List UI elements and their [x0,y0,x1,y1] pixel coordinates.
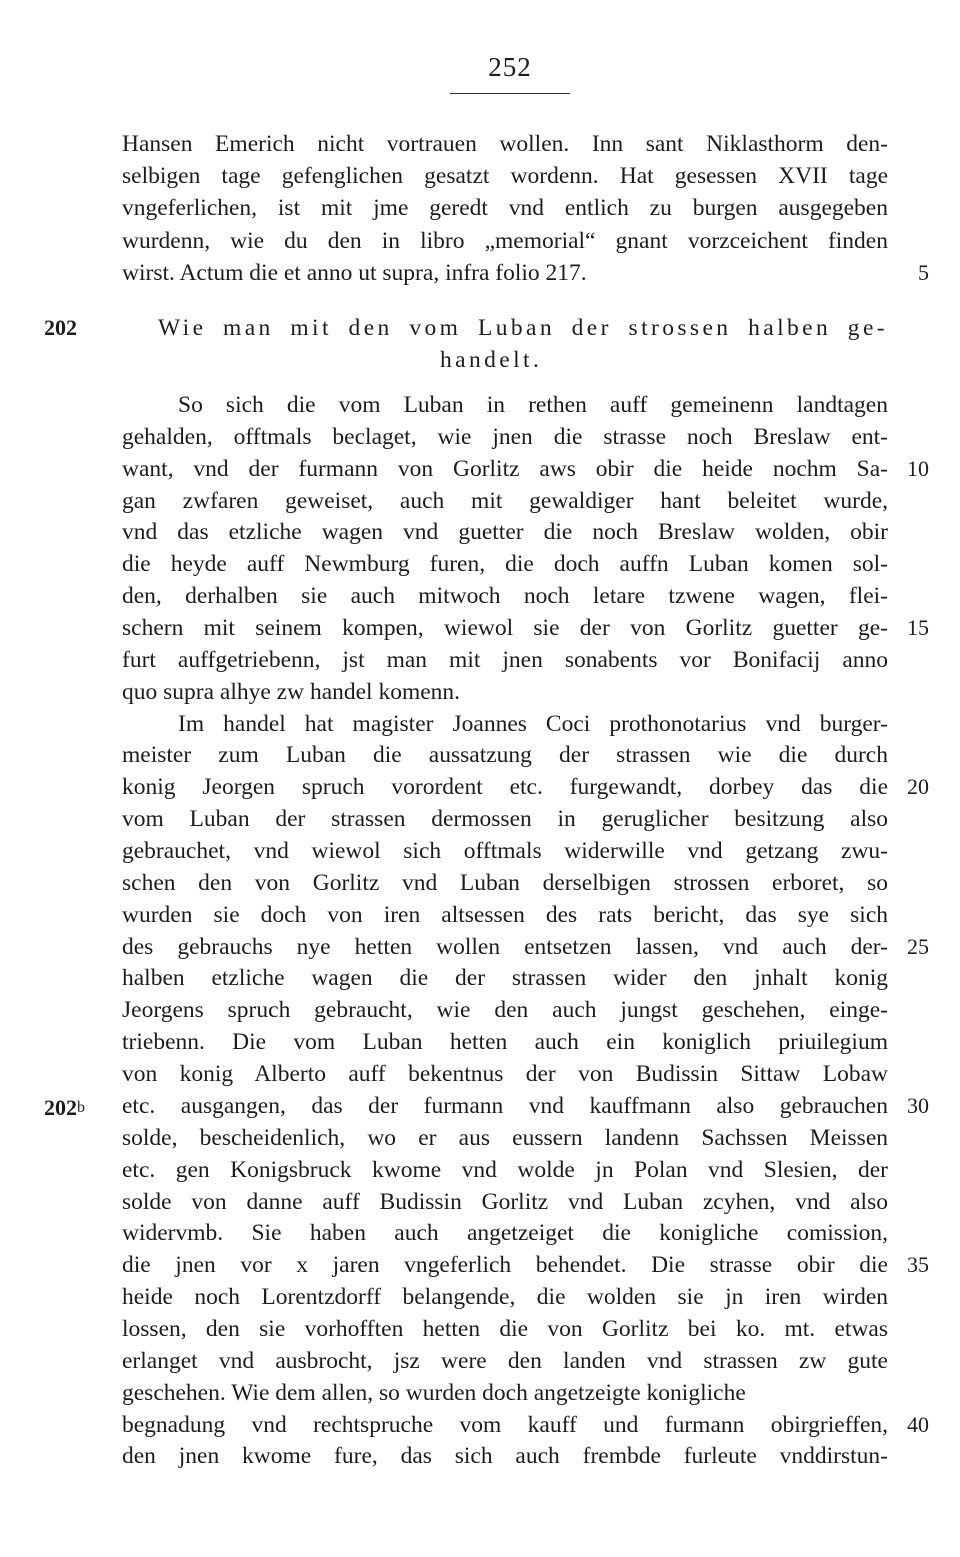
page-number-rule [450,93,570,94]
text-line: vnd das etzliche wagen vnd guetter die noch Breslaw wolden, obir [122,519,888,546]
text-line: wirst. Actum die et anno ut supra, infra folio 217. [122,259,587,286]
text-line: lossen, den sie vorhofften hetten die von Gorlitz bei ko. mt. etwas [122,1315,888,1342]
line-number: 5 [918,259,929,285]
text-line: wurden sie doch von iren altsessen des rats bericht, das sye sich [122,901,888,928]
line-number: 10 [907,455,929,481]
text-line: geschehen. Wie dem allen, so wurden doch angetzeigte konigliche [122,1379,746,1406]
text-line: erlanget vnd ausbrocht, jsz were den landen vnd strassen zw gute [122,1347,888,1374]
text-line: gan zwfaren geweiset, auch mit gewaldiger hant beleitet wurde, [122,487,888,514]
section-heading-line-2: handelt. [440,347,543,373]
line-number: 15 [907,615,929,641]
text-line: want, vnd der furmann von Gorlitz aws obir die heide nochm Sa- [122,455,888,482]
text-line: gehalden, offtmals beclaget, wie jnen die strasse noch Breslaw ent- [122,423,888,450]
text-line: selbigen tage gefenglichen gesatzt wordenn. Hat gesessen XVII tage [122,163,888,190]
text-line: etc. ausgangen, das der furmann vnd kauffmann also gebrauchen [122,1092,888,1119]
section-number-202b-number: 202 [44,1095,77,1120]
section-number-202b-suffix: b [77,1099,85,1116]
text-line: Im handel hat magister Joannes Coci prothonotarius vnd burger- [178,710,888,737]
text-line: wurdenn, wie du den in libro „memorial“ gnant vorzceichent finden [122,227,888,254]
text-line: halben etzliche wagen die der strassen wider den jnhalt konig [122,965,888,992]
text-line: Hansen Emerich nicht vortrauen wollen. Inn sant Niklasthorm den- [122,131,888,157]
text-line: widervmb. Sie haben auch angetzeiget die konigliche comission, [122,1220,888,1247]
text-line: solde von danne auff Budissin Gorlitz vnd Luban zcyhen, vnd also [122,1188,888,1215]
line-number: 25 [907,933,929,959]
text-line: solde, bescheidenlich, wo er aus eussern landenn Sachssen Meissen [122,1124,888,1151]
line-number: 30 [907,1092,929,1118]
text-line: den, derhalben sie auch mitwoch noch letare tzwene wagen, flei- [122,583,888,610]
line-number: 35 [907,1252,929,1278]
page-number: 252 [488,52,532,82]
text-line: quo supra alhye zw handel komenn. [122,678,461,705]
section-number-202b [44,1092,85,1124]
text-line: vom Luban der strassen dermossen in geruglicher besitzung also [122,806,888,833]
section-heading-line-1: Wie man mit den vom Luban der strossen halben ge- [158,315,888,341]
text-line: den jnen kwome fure, das sich auch frembde furleute vnddirstun- [122,1443,888,1470]
text-line: die heyde auff Newmburg furen, die doch auffn Luban komen sol- [122,551,888,578]
text-line: begnadung vnd rechtspruche vom kauff und furmann obirgrieffen, [122,1411,888,1438]
text-line: konig Jeorgen spruch vorordent etc. furgewandt, dorbey das die [122,774,888,801]
text-line: schern mit seinem kompen, wiewol sie der von Gorlitz guetter ge- [122,615,888,642]
line-number: 20 [907,774,929,800]
text-line: furt auffgetriebenn, jst man mit jnen sonabents vor Bonifacij anno [122,646,888,673]
text-line: So sich die vom Luban in rethen auff gemeinenn landtagen [178,392,888,418]
text-line: triebenn. Die vom Luban hetten auch ein koniglich priuilegium [122,1029,888,1056]
text-line: meister zum Luban die aussatzung der strassen wie die durch [122,742,888,769]
text-line: des gebrauchs nye hetten wollen entsetzen lassen, vnd auch der- [122,933,888,960]
text-line: vngeferlichen, ist mit jme geredt vnd entlich zu burgen ausgegeben [122,195,888,222]
text-line: schen den von Gorlitz vnd Luban derselbigen strossen erboret, so [122,869,888,896]
text-line: etc. gen Konigsbruck kwome vnd wolde jn Polan vnd Slesien, der [122,1156,888,1183]
section-number-202: 202 [44,315,77,340]
line-number: 40 [907,1411,929,1437]
text-line: von konig Alberto auff bekentnus der von Budissin Sittaw Lobaw [122,1061,888,1088]
text-line: heide noch Lorentzdorff belangende, die wolden sie jn iren wirden [122,1284,888,1311]
text-line: Jeorgens spruch gebraucht, wie den auch jungst geschehen, einge- [122,997,888,1024]
text-line: gebrauchet, vnd wiewol sich offtmals widerwille vnd getzang zwu- [122,838,888,865]
text-line: die jnen vor x jaren vngeferlich behendet. Die strasse obir die [122,1252,888,1279]
